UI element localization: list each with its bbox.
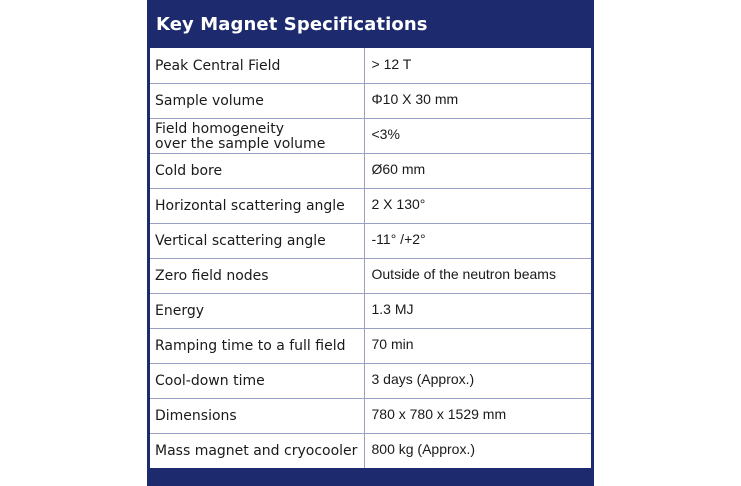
spec-table [150,48,591,468]
spec-value: > 12 T [364,48,591,83]
spec-value: 780 x 780 x 1529 mm [364,398,591,433]
spec-label: Field homogeneity over the sample volume [150,118,364,153]
spec-value: Ø60 mm [364,153,591,188]
table-row [150,223,591,258]
spec-label: Horizontal scattering angle [150,188,364,223]
table-row [150,118,591,153]
table-row [150,433,591,468]
table-row [150,258,591,293]
spec-value: -11° /+2° [364,223,591,258]
spec-value: <3% [364,118,591,153]
spec-card [147,0,594,486]
spec-label: Ramping time to a full field [150,328,364,363]
spec-value: 3 days (Approx.) [364,363,591,398]
spec-label: Zero field nodes [150,258,364,293]
spec-label: Mass magnet and cryocooler [150,433,364,468]
table-row [150,293,591,328]
table-row [150,83,591,118]
spec-label: Energy [150,293,364,328]
spec-label: Peak Central Field [150,48,364,83]
spec-value: 1.3 MJ [364,293,591,328]
spec-value: 70 min [364,328,591,363]
table-row [150,153,591,188]
table-row [150,398,591,433]
table-row [150,328,591,363]
spec-value: Outside of the neutron beams [364,258,591,293]
spec-value: 800 kg (Approx.) [364,433,591,468]
table-row [150,48,591,83]
spec-value: 2 X 130° [364,188,591,223]
spec-label: Vertical scattering angle [150,223,364,258]
spec-header [147,0,594,48]
spec-label: Cool-down time [150,363,364,398]
spec-title: Key Magnet Specifications [156,13,428,35]
table-row [150,363,591,398]
spec-label: Cold bore [150,153,364,188]
spec-label: Sample volume [150,83,364,118]
spec-label: Dimensions [150,398,364,433]
spec-value: Φ10 X 30 mm [364,83,591,118]
table-row [150,188,591,223]
